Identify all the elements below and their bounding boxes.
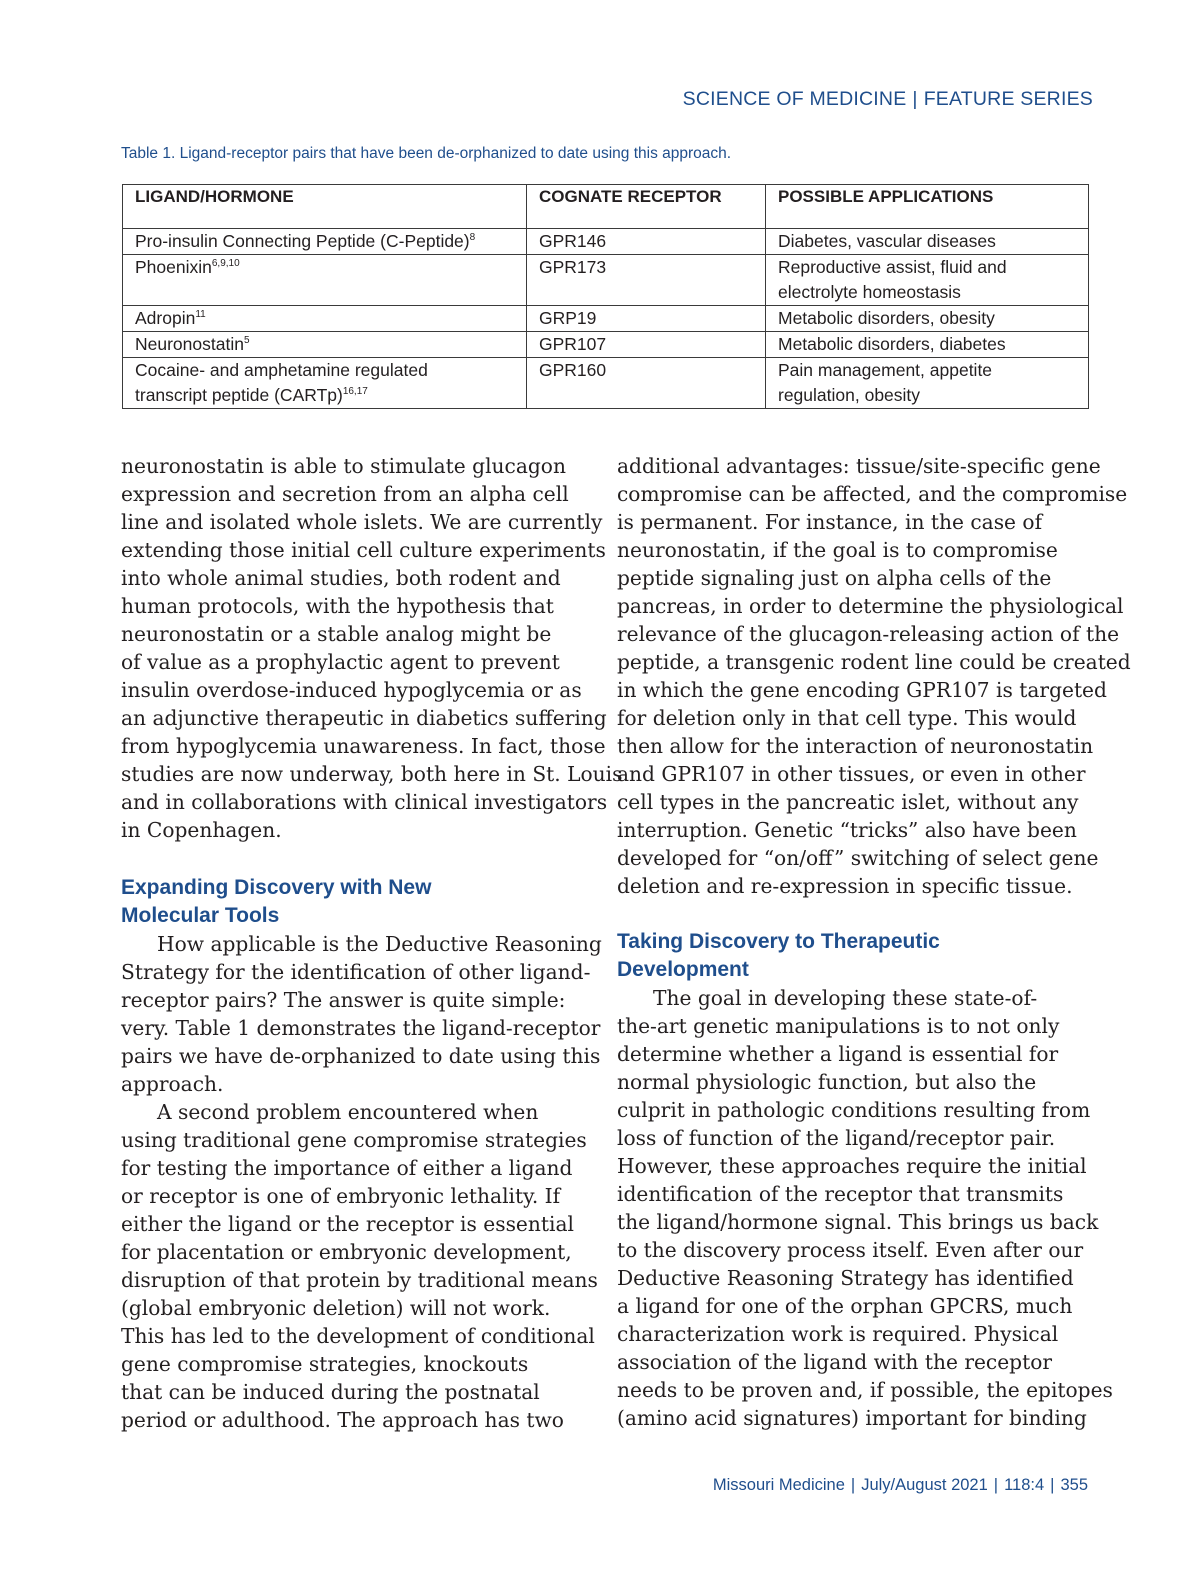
reference-superscript: 8 — [469, 232, 476, 243]
footer-journal: Missouri Medicine — [712, 1476, 845, 1494]
column-header-applications: POSSIBLE APPLICATIONS — [766, 185, 1089, 229]
text-line: receptor pairs? The answer is quite simple: — [121, 988, 566, 1012]
text-line: either the ligand or the receptor is essential — [121, 1212, 574, 1236]
text-line: How applicable is the Deductive Reasoning — [157, 932, 602, 956]
ligand-name: Pro-insulin Connecting Peptide (C-Peptide) — [135, 231, 470, 251]
cell-applications — [766, 306, 1089, 332]
application-text: Diabetes, vascular diseases — [778, 231, 996, 251]
text-line: human protocols, with the hypothesis that — [121, 594, 554, 618]
text-line: deletion and re-expression in specific tissue. — [617, 874, 1073, 898]
text-line: developed for “on/off” switching of select gene — [617, 846, 1099, 870]
text-line: pancreas, in order to determine the physiological — [617, 594, 1124, 618]
left-paragraph-2 — [121, 930, 602, 1098]
text-line: in which the gene encoding GPR107 is targeted — [617, 678, 1107, 702]
text-line: Strategy for the identification of other ligand- — [121, 960, 591, 984]
reference-superscript: 6,9,10 — [211, 258, 240, 269]
text-line: very. Table 1 demonstrates the ligand-receptor — [121, 1016, 601, 1040]
reference-superscript: 11 — [195, 309, 206, 320]
text-line: relevance of the glucagon-releasing action of the — [617, 622, 1120, 646]
text-line: gene compromise strategies, knockouts — [121, 1352, 529, 1376]
cell-ligand — [123, 332, 527, 358]
table-row — [123, 358, 1089, 409]
footer-issue: July/August 2021 — [861, 1476, 988, 1494]
text-line: the-art genetic manipulations is to not only — [617, 1014, 1060, 1038]
text-line: (amino acid signatures) important for binding — [617, 1406, 1087, 1430]
text-line: for deletion only in that cell type. This would — [617, 706, 1077, 730]
text-line: interruption. Genetic “tricks” also have been — [617, 818, 1077, 842]
cell-receptor: GPR146 — [527, 229, 766, 255]
text-line: additional advantages: tissue/site-specific gene — [617, 454, 1101, 478]
header-series: FEATURE SERIES — [923, 88, 1093, 110]
text-line: period or adulthood. The approach has two — [121, 1408, 564, 1432]
text-line: normal physiologic function, but also the — [617, 1070, 1037, 1094]
text-line: needs to be proven and, if possible, the epitopes — [617, 1378, 1113, 1402]
header-separator: | — [912, 88, 918, 110]
text-line: of value as a prophylactic agent to prevent — [121, 650, 560, 674]
right-paragraph-2 — [617, 984, 1113, 1432]
cell-applications — [766, 332, 1089, 358]
text-line: However, these approaches require the initial — [617, 1154, 1087, 1178]
heading-taking-discovery — [617, 928, 1079, 984]
text-line: or receptor is one of embryonic lethality. If — [121, 1184, 561, 1208]
cell-receptor: GRP19 — [527, 306, 766, 332]
cell-applications — [766, 255, 1089, 306]
running-header — [683, 88, 1093, 111]
text-line: the ligand/hormone signal. This brings us back — [617, 1210, 1099, 1234]
text-line: pairs we have de-orphanized to date using this — [121, 1044, 601, 1068]
ligand-name: Phoenixin — [135, 257, 212, 277]
reference-superscript: 16,17 — [342, 386, 368, 397]
ligand-name: Adropin — [135, 308, 196, 328]
ligand-receptor-table — [122, 184, 1089, 409]
table-row — [123, 229, 1089, 255]
text-line: is permanent. For instance, in the case of — [617, 510, 1043, 534]
text-line: culprit in pathologic conditions resulting from — [617, 1098, 1091, 1122]
ligand-name: Cocaine- and amphetamine regulated — [135, 360, 428, 380]
text-line: determine whether a ligand is essential for — [617, 1042, 1059, 1066]
cell-ligand — [123, 358, 527, 409]
text-line: Expanding Discovery with New — [121, 876, 432, 899]
text-line: studies are now underway, both here in St. Louis — [121, 762, 623, 786]
text-line: extending those initial cell culture experiments — [121, 538, 606, 562]
application-text: Reproductive assist, fluid and — [778, 257, 1007, 277]
text-line: neuronostatin, if the goal is to compromise — [617, 538, 1058, 562]
left-column — [121, 452, 623, 1434]
heading-expanding-discovery — [121, 874, 569, 930]
text-line: This has led to the development of conditional — [121, 1324, 595, 1348]
footer-separator-2: | — [993, 1476, 999, 1494]
text-line: to the discovery process itself. Even after our — [617, 1238, 1084, 1262]
running-footer — [713, 1476, 1088, 1495]
text-line: disruption of that protein by traditional means — [121, 1268, 598, 1292]
text-line: Taking Discovery to Therapeutic — [617, 930, 940, 953]
right-paragraph-1 — [617, 452, 1131, 900]
table-row — [123, 306, 1089, 332]
text-line: a ligand for one of the orphan GPCRS, much — [617, 1294, 1073, 1318]
reference-superscript: 5 — [243, 335, 250, 346]
text-line: cell types in the pancreatic islet, without any — [617, 790, 1079, 814]
text-line: approach. — [121, 1072, 224, 1096]
application-text: regulation, obesity — [778, 385, 921, 405]
text-line: identification of the receptor that transmits — [617, 1182, 1064, 1206]
cell-applications — [766, 358, 1089, 409]
ligand-name: transcript peptide (CARTp) — [135, 385, 343, 405]
application-text: Metabolic disorders, obesity — [778, 308, 995, 328]
text-line: and in collaborations with clinical investigators — [121, 790, 608, 814]
cell-receptor: GPR173 — [527, 255, 766, 306]
text-line: peptide, a transgenic rodent line could be created — [617, 650, 1131, 674]
cell-receptor: GPR107 — [527, 332, 766, 358]
text-line: A second problem encountered when — [157, 1100, 539, 1124]
text-line: insulin overdose-induced hypoglycemia or as — [121, 678, 582, 702]
ligand-name: Neuronostatin — [135, 334, 244, 354]
application-text: Pain management, appetite — [778, 360, 993, 380]
text-line: expression and secretion from an alpha cell — [121, 482, 569, 506]
left-paragraph-1 — [121, 452, 623, 844]
footer-separator-3: | — [1050, 1476, 1055, 1494]
table-header-row — [123, 185, 1089, 229]
text-line: an adjunctive therapeutic in diabetics suffering — [121, 706, 607, 730]
cell-receptor: GPR160 — [527, 358, 766, 409]
text-line: and GPR107 in other tissues, or even in other — [617, 762, 1086, 786]
text-line: using traditional gene compromise strategies — [121, 1128, 587, 1152]
text-line: (global embryonic deletion) will not work. — [121, 1296, 551, 1320]
column-header-ligand: LIGAND/HORMONE — [123, 185, 527, 229]
text-line: association of the ligand with the receptor — [617, 1350, 1053, 1374]
text-line: in Copenhagen. — [121, 818, 282, 842]
text-line: peptide signaling just on alpha cells of the — [617, 566, 1052, 590]
footer-page-number: 355 — [1060, 1476, 1088, 1494]
application-text: electrolyte homeostasis — [778, 282, 961, 302]
right-column — [617, 452, 1131, 1432]
text-line: neuronostatin or a stable analog might be — [121, 622, 552, 646]
text-line: into whole animal studies, both rodent and — [121, 566, 561, 590]
header-section: SCIENCE OF MEDICINE — [682, 88, 907, 110]
text-line: for placentation or embryonic development, — [121, 1240, 572, 1264]
footer-separator-1: | — [850, 1476, 856, 1494]
footer-volume: 118:4 — [1004, 1476, 1045, 1494]
left-paragraph-3 — [121, 1098, 598, 1434]
cell-ligand — [123, 306, 527, 332]
text-line: for testing the importance of either a ligand — [121, 1156, 573, 1180]
table-row — [123, 255, 1089, 306]
text-line: compromise can be affected, and the compromise — [617, 482, 1128, 506]
text-line: Molecular Tools — [121, 904, 280, 927]
text-line: characterization work is required. Physical — [617, 1322, 1059, 1346]
text-line: Deductive Reasoning Strategy has identified — [617, 1266, 1074, 1290]
text-line: from hypoglycemia unawareness. In fact, those — [121, 734, 606, 758]
text-line: then allow for the interaction of neuronostatin — [617, 734, 1094, 758]
table-row — [123, 332, 1089, 358]
text-line: loss of function of the ligand/receptor pair. — [617, 1126, 1056, 1150]
text-line: line and isolated whole islets. We are currently — [121, 510, 603, 534]
text-line: neuronostatin is able to stimulate glucagon — [121, 454, 566, 478]
cell-applications — [766, 229, 1089, 255]
table-caption: Table 1. Ligand-receptor pairs that have been de-orphanized to date using this approach. — [121, 145, 732, 162]
text-line: The goal in developing these state-of- — [653, 986, 1038, 1010]
cell-ligand — [123, 229, 527, 255]
text-line: that can be induced during the postnatal — [121, 1380, 540, 1404]
cell-ligand — [123, 255, 527, 306]
application-text: Metabolic disorders, diabetes — [778, 334, 1006, 354]
column-header-receptor: COGNATE RECEPTOR — [527, 185, 766, 229]
text-line: Development — [617, 958, 749, 981]
